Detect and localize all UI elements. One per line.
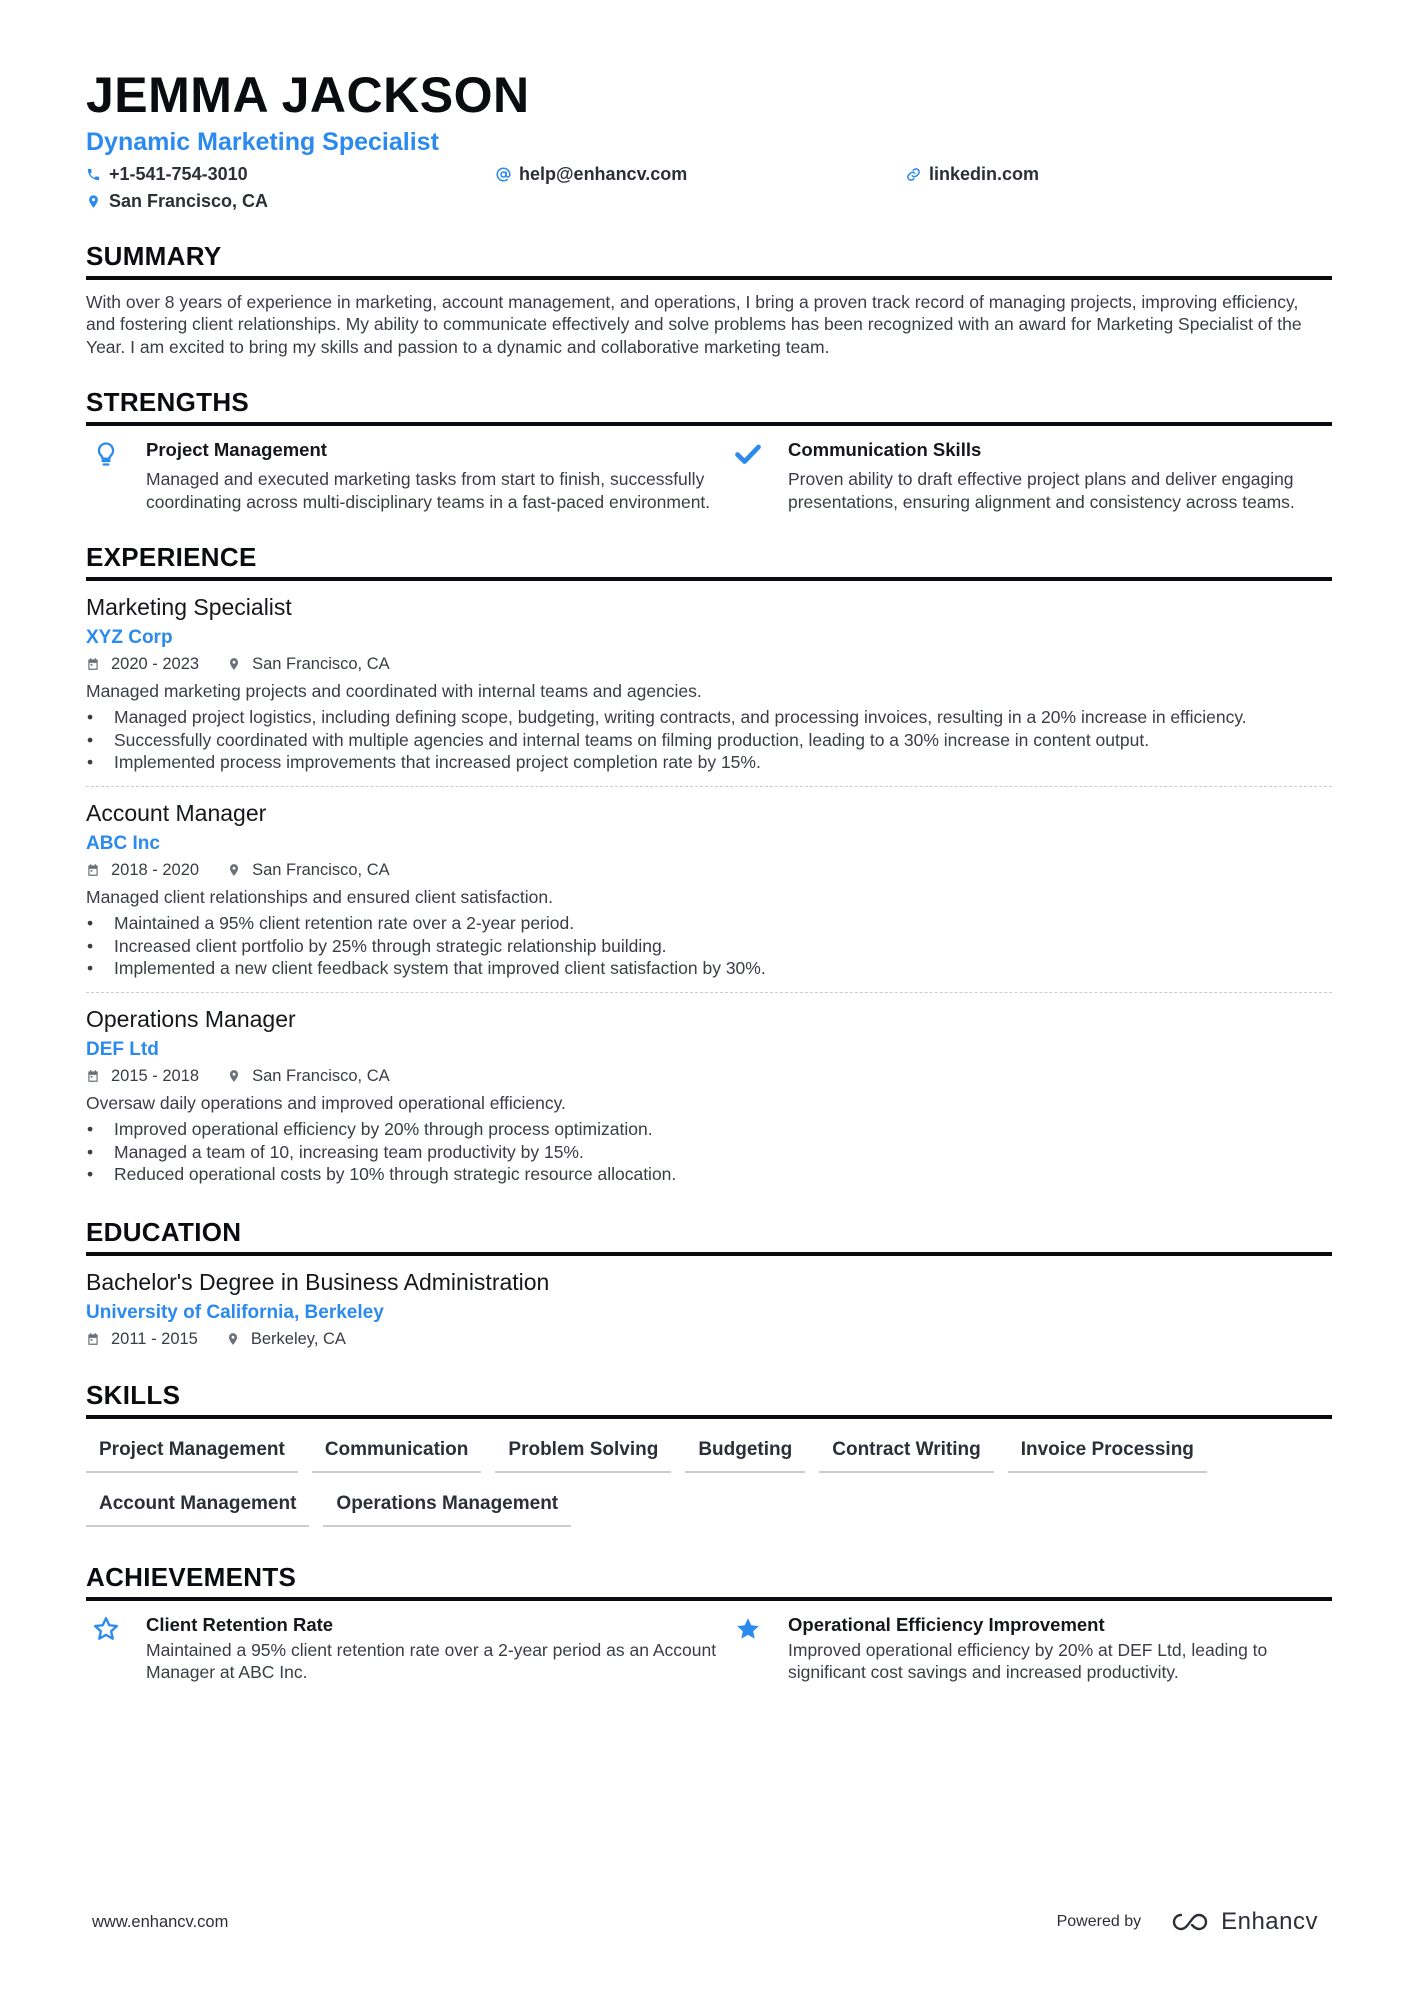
job-meta (86, 655, 1332, 674)
education-entry (86, 1256, 1332, 1361)
bullet-item: • Managed a team of 10, increasing team productivity by 15%. (86, 1141, 1332, 1164)
strength-title: Communication Skills (788, 439, 982, 461)
job-summary: Managed client relationships and ensured client satisfaction. (86, 886, 553, 907)
achievement-desc: Improved operational efficiency by 20% at DEF Ltd, leading to significant cost savings and increased productivity. (788, 1639, 1268, 1683)
job-bullets (86, 912, 1332, 980)
company-name: XYZ Corp (86, 626, 173, 648)
brand-name: Enhancv (1221, 1908, 1318, 1935)
job-dates: 2018 - 2020 (111, 860, 200, 879)
calendar-icon (86, 1332, 100, 1346)
lightbulb-icon (92, 440, 120, 468)
summary-text: With over 8 years of experience in marketing, account management, and operations, I bring a proven track record of managing projects, improving efficiency, and fostering client relationships. My ability to communicate effectively and solve problems has been recognized with an award for Marketing Specialist of the Year. I am excited to bring my skills and passion to a dynamic and collaborative marketing team. (86, 291, 1302, 357)
powered-by (1057, 1908, 1318, 1936)
enhancv-logo-icon (1167, 1910, 1213, 1934)
bullet-item: • Implemented process improvements that increased project completion rate by 15%. (86, 751, 1332, 774)
brand-logo[interactable] (1167, 1908, 1318, 1936)
job-entry (86, 787, 1332, 993)
bullet-item: • Reduced operational costs by 10% through strategic resource allocation. (86, 1163, 1332, 1186)
bullet-item: • Increased client portfolio by 25% through strategic relationship building. (86, 935, 1332, 958)
job-location: San Francisco, CA (252, 860, 390, 879)
job-location: San Francisco, CA (252, 654, 390, 673)
job-title: Account Manager (86, 799, 267, 826)
achievements-section (86, 1563, 1332, 1684)
strengths-heading: STRENGTHS (86, 388, 1332, 426)
location-pin-icon (227, 1069, 241, 1083)
resume-page (86, 67, 1332, 1684)
at-sign-icon (496, 167, 511, 182)
education-section (86, 1218, 1332, 1361)
page-footer (92, 1908, 1318, 1936)
education-location: Berkeley, CA (250, 1329, 346, 1348)
candidate-role: Dynamic Marketing Specialist (86, 128, 439, 156)
contact-phone[interactable] (86, 165, 496, 185)
powered-by-label: Powered by (1056, 1913, 1142, 1930)
bullet-item: • Implemented a new client feedback system that improved client satisfaction by 30%. (86, 957, 1332, 980)
skills-list (86, 1429, 1332, 1537)
strength-title: Project Management (146, 439, 327, 461)
resume-header (86, 67, 1332, 212)
candidate-name: JEMMA JACKSON (86, 67, 530, 123)
contact-info (86, 165, 1332, 212)
school-name: University of California, Berkeley (86, 1301, 384, 1323)
bullet-item: • Maintained a 95% client retention rate over a 2-year period. (86, 912, 1332, 935)
summary-heading: SUMMARY (86, 242, 1332, 280)
skill-tag: Project Management (86, 1429, 298, 1473)
achievements-grid (86, 1614, 1332, 1684)
job-meta (86, 1067, 1332, 1086)
link-icon (906, 167, 921, 182)
skill-tag: Operations Management (323, 1483, 571, 1527)
experience-section (86, 543, 1332, 1198)
skill-tag: Problem Solving (495, 1429, 671, 1473)
contact-location (86, 192, 496, 212)
phone-icon (86, 167, 101, 182)
strength-desc: Proven ability to draft effective project plans and deliver engaging presentations, ensuring alignment and consistency across teams. (788, 469, 1295, 512)
checkmark-icon (734, 440, 762, 468)
bullet-item: • Successfully coordinated with multiple agencies and internal teams on filming production, leading to a 30% increase in content output. (86, 729, 1332, 752)
job-entry (86, 581, 1332, 787)
job-entry (86, 993, 1332, 1198)
strength-item (86, 439, 728, 513)
job-summary: Oversaw daily operations and improved operational efficiency. (86, 1092, 566, 1113)
calendar-icon (86, 657, 100, 671)
strengths-grid (86, 439, 1332, 513)
skills-heading: SKILLS (86, 1381, 1332, 1419)
strength-item (728, 439, 1332, 513)
achievement-item (728, 1614, 1332, 1684)
job-bullets (86, 1118, 1332, 1186)
skills-section (86, 1381, 1332, 1537)
skill-tag: Invoice Processing (1008, 1429, 1207, 1473)
contact-linkedin[interactable] (906, 165, 1306, 185)
job-title: Marketing Specialist (86, 593, 292, 620)
job-title: Operations Manager (86, 1005, 296, 1032)
calendar-icon (86, 1069, 100, 1083)
summary-section (86, 242, 1332, 358)
phone-text: +1-541-754-3010 (109, 164, 248, 185)
job-bullets (86, 706, 1332, 774)
linkedin-text: linkedin.com (929, 164, 1040, 185)
job-dates: 2020 - 2023 (111, 654, 200, 673)
achievement-title: Operational Efficiency Improvement (788, 1613, 1105, 1635)
star-outline-icon (92, 1615, 120, 1643)
bullet-item: • Improved operational efficiency by 20% through process optimization. (86, 1118, 1332, 1141)
achievement-item (86, 1614, 728, 1684)
job-location: San Francisco, CA (252, 1066, 390, 1085)
footer-url[interactable]: www.enhancv.com (92, 1912, 229, 1931)
contact-email[interactable] (496, 165, 906, 185)
company-name: ABC Inc (86, 832, 160, 854)
location-pin-icon (86, 194, 101, 209)
skill-tag: Communication (312, 1429, 482, 1473)
location-text: San Francisco, CA (109, 191, 269, 212)
company-name: DEF Ltd (86, 1038, 159, 1060)
location-pin-icon (227, 657, 241, 671)
skill-tag: Account Management (86, 1483, 309, 1527)
education-meta (86, 1330, 1332, 1349)
education-dates: 2011 - 2015 (111, 1329, 198, 1348)
email-text: help@enhancv.com (519, 164, 688, 185)
strength-desc: Managed and executed marketing tasks from start to finish, successfully coordinating across multi-disciplinary teams in a fast-paced environment. (146, 469, 711, 512)
job-meta (86, 861, 1332, 880)
location-pin-icon (226, 1332, 240, 1346)
bullet-item: • Managed project logistics, including defining scope, budgeting, writing contracts, and processing invoices, resulting in a 20% increase in efficiency. (86, 706, 1332, 729)
job-dates: 2015 - 2018 (111, 1066, 200, 1085)
skill-tag: Budgeting (685, 1429, 805, 1473)
star-filled-icon (734, 1615, 762, 1643)
achievements-heading: ACHIEVEMENTS (86, 1563, 1332, 1601)
calendar-icon (86, 863, 100, 877)
skill-tag: Contract Writing (819, 1429, 993, 1473)
achievement-desc: Maintained a 95% client retention rate over a 2-year period as an Account Manager at ABC Inc. (146, 1639, 717, 1683)
strengths-section (86, 388, 1332, 513)
degree-title: Bachelor's Degree in Business Administration (86, 1268, 550, 1295)
location-pin-icon (227, 863, 241, 877)
experience-heading: EXPERIENCE (86, 543, 1332, 581)
achievement-title: Client Retention Rate (146, 1613, 334, 1635)
education-heading: EDUCATION (86, 1218, 1332, 1256)
job-summary: Managed marketing projects and coordinated with internal teams and agencies. (86, 680, 702, 701)
